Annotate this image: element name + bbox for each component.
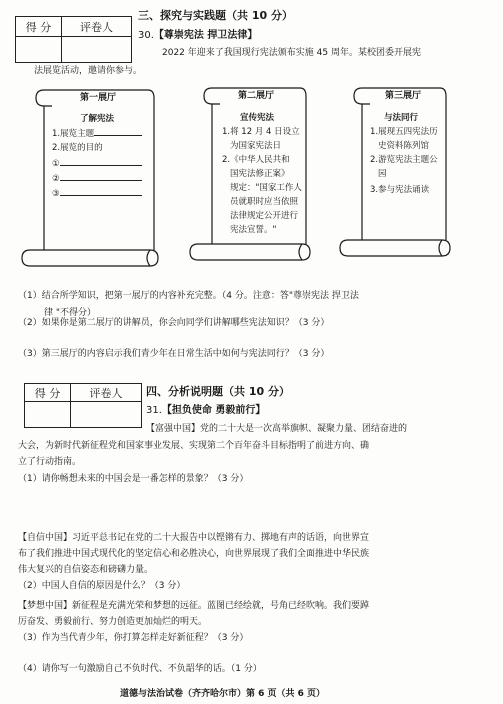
score-table-section4 <box>24 383 142 428</box>
q31-sub2: （2）中国人自信的原因是什么？（3 分） <box>18 581 186 591</box>
q31-p1-line1: 【富强中国】党的二十大是一次高举旗帜、凝聚力量、团结奋进的 <box>146 424 408 434</box>
q30-sub2: （2）如果你是第二展厅的讲解员，你会向同学们讲解哪些宪法知识？（3 分） <box>18 318 330 328</box>
hall2-line-8: 宪法宣誓。" <box>230 225 277 235</box>
hall2-line-1: 1.将 12 月 4 日设立 <box>222 127 300 137</box>
q31-p2-line3: 伟大复兴的自信姿态和磅礴力量。 <box>18 565 154 575</box>
q30-title: 【尊崇宪法 捍卫法律】 <box>153 30 258 41</box>
q31-p3-line2: 厉奋发、勇毅前行、努力创造更加灿烂的明天。 <box>18 617 208 627</box>
q30-sub1-line2: 律 "不得分） <box>44 308 97 318</box>
q31-sub4: （4）请你写一句激励自己不负时代、不负韶华的话。（1 分） <box>18 664 262 674</box>
hall1-item-purpose: 2.展览的目的 <box>52 143 103 153</box>
q31-p3-line1: 【梦想中国】新征程是充满光荣和梦想的远征。蓝图已经绘就，号角已经吹响。我们要踔 <box>18 601 370 611</box>
theme-blank[interactable] <box>94 127 142 136</box>
q31-p1-line3: 立了行动指南。 <box>18 457 82 467</box>
q31-title-line <box>146 404 265 417</box>
hall3-title: 第三展厅 <box>385 91 422 101</box>
q30-sub1-line1: （1）结合所学知识，把第一展厅的内容补充完整。（4 分。注意：答"尊崇宪法 捍卫法 <box>18 291 359 301</box>
hall1-purpose-3: ③ <box>52 187 142 201</box>
section4-heading: 四、分析说明题（共 10 分） <box>146 385 290 398</box>
q31-p2-line1: 【自信中国】习近平总书记在党的二十大报告中以铿锵有力、掷地有声的话语，向世界宣 <box>18 533 370 543</box>
hall2-line-4: 国宪法修正案》 <box>230 169 290 179</box>
grader-header: 评卷人 <box>62 17 132 37</box>
hall3-line-2: 史资料陈列馆 <box>378 141 430 151</box>
hall3-line-1: 1.展现五四宪法历 <box>370 127 438 137</box>
q31-number: 31. <box>146 405 162 416</box>
hall2-line-6: 员就职时应当依照 <box>230 197 299 207</box>
q30-number: 30. <box>138 30 154 41</box>
hall1-heading: 了解宪法 <box>80 114 115 124</box>
hall3-heading: 与法同行 <box>384 113 419 123</box>
hall3-line-5: 3.参与宪法诵读 <box>370 185 430 195</box>
q31-sub1: （1）请你畅想未来的中国会是一番怎样的景象？（3 分） <box>18 474 249 484</box>
score-header: 得 分 <box>25 384 71 402</box>
hall1-purpose-2: ② <box>52 172 142 186</box>
hall3-line-4: 园 <box>378 169 387 179</box>
hall2-heading: 宣传宪法 <box>240 113 275 123</box>
q31-p1-line2: 大会，为新时代新征程党和国家事业发展、实现第二个百年奋斗目标指明了前进方向、确 <box>18 441 370 451</box>
hall1-purpose-1: ① <box>52 157 142 171</box>
hall2-title: 第二展厅 <box>238 91 275 101</box>
section3-heading: 三、探究与实践题（共 10 分） <box>138 9 293 22</box>
grader-cell[interactable] <box>71 402 142 428</box>
purpose-blank-1[interactable] <box>60 157 142 166</box>
purpose-blank-2[interactable] <box>60 172 142 181</box>
q30-intro-line1: 2022 年迎来了我国现行宪法颁布实施 45 周年。某校团委开展宪 <box>162 48 421 58</box>
hall3-line-3: 2.游览宪法主题公 <box>370 155 438 165</box>
hall2-line-7: 法律规定公开进行 <box>230 211 299 221</box>
hall1-title: 第一展厅 <box>80 93 117 103</box>
q31-p2-line2: 布了我们推进中国式现代化的坚定信心和必胜决心，向世界展现了我们全面推进中华民族 <box>18 549 370 559</box>
hall2-line-2: 为国家宪法日 <box>230 141 282 151</box>
grader-header: 评卷人 <box>71 384 142 402</box>
purpose-blank-3[interactable] <box>60 187 142 196</box>
q30-intro-line2: 法展览活动，邀请你参与。 <box>34 66 143 76</box>
hall2-line-5: 规定："国家工作人 <box>230 183 302 193</box>
hall1-item-theme: 1.展览主题 <box>52 127 142 141</box>
score-header: 得 分 <box>16 17 62 37</box>
q30-sub3: （3）第三展厅的内容启示我们青少年在日常生活中如何与宪法同行？（3 分） <box>18 349 330 359</box>
score-cell[interactable] <box>25 402 71 428</box>
q31-title: 【担负使命 勇毅前行】 <box>161 405 266 416</box>
page-footer: 道德与法治试卷（齐齐哈尔市）第 6 页（共 6 页） <box>120 689 326 699</box>
hall2-line-3: 2.《中华人民共和 <box>222 155 290 165</box>
q31-sub3: （3）作为当代青少年，你打算怎样走好新征程？（3 分） <box>18 633 249 643</box>
